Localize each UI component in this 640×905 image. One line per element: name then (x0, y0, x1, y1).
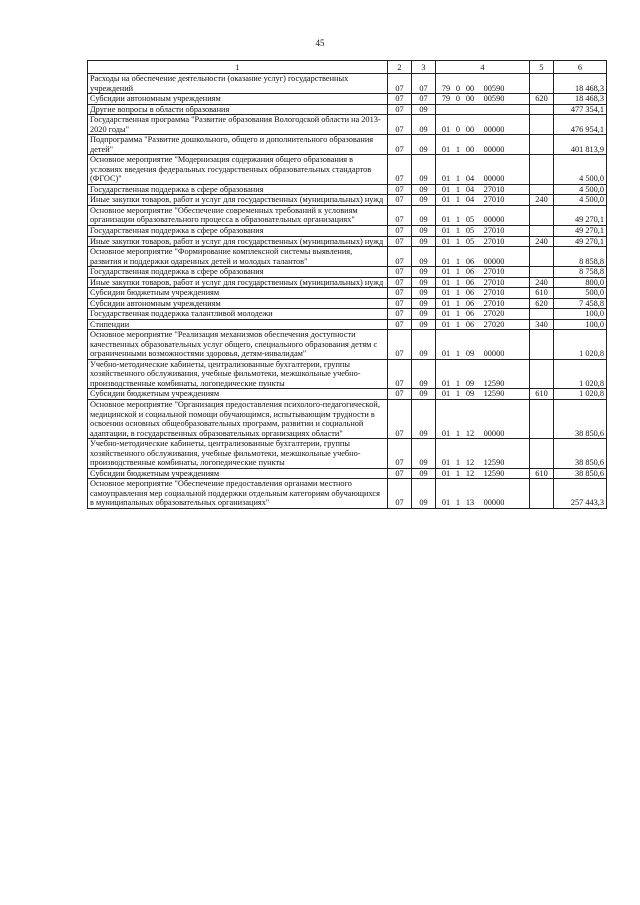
row-section: 07 (388, 74, 412, 94)
code-part: 1 (455, 349, 461, 359)
row-subsection: 09 (412, 439, 436, 469)
budget-table (87, 60, 607, 509)
row-amount: 4 500,0 (554, 155, 607, 185)
row-name: Иные закупки товаров, работ и услуг для государственных (муниципальных) нужд (88, 195, 388, 206)
row-target-code (436, 468, 530, 479)
row-target-code (436, 298, 530, 309)
table-row (88, 439, 607, 469)
row-subsection: 09 (412, 298, 436, 309)
row-subsection: 09 (412, 288, 436, 299)
row-name: Иные закупки товаров, работ и услуг для государственных (муниципальных) нужд (88, 277, 388, 288)
code-part: 01 (441, 225, 451, 235)
row-expense-type: 240 (530, 236, 554, 247)
row-subsection: 09 (412, 267, 436, 278)
table-row (88, 135, 607, 155)
row-expense-type: 340 (530, 319, 554, 330)
row-amount: 8 858,8 (554, 247, 607, 267)
row-section: 07 (388, 135, 412, 155)
code-part: 1 (455, 144, 461, 154)
column-header: 5 (530, 61, 554, 74)
row-subsection: 09 (412, 205, 436, 225)
code-part: 01 (441, 124, 451, 134)
row-subsection: 09 (412, 400, 436, 439)
row-amount: 4 500,0 (554, 184, 607, 195)
table-row (88, 225, 607, 236)
code-part: 27020 (483, 319, 505, 329)
table-row (88, 319, 607, 330)
row-subsection: 09 (412, 104, 436, 115)
row-target-code (436, 359, 530, 389)
table-row (88, 389, 607, 400)
code-part: 0 (455, 124, 461, 134)
row-name: Субсидии автономным учреждениям (88, 94, 388, 105)
row-amount: 8 758,8 (554, 267, 607, 278)
row-subsection: 09 (412, 195, 436, 206)
row-amount: 477 354,1 (554, 104, 607, 115)
row-section: 07 (388, 115, 412, 135)
column-header: 1 (88, 61, 388, 74)
code-part: 06 (465, 309, 475, 319)
column-header: 2 (388, 61, 412, 74)
code-part: 00590 (483, 94, 505, 104)
row-target-code (436, 225, 530, 236)
code-part: 01 (441, 468, 451, 478)
row-amount: 38 850,6 (554, 439, 607, 469)
column-header: 4 (436, 61, 530, 74)
code-part: 12590 (483, 458, 505, 468)
code-part: 09 (465, 389, 475, 399)
row-expense-type (530, 330, 554, 360)
row-expense-type: 240 (530, 277, 554, 288)
row-section: 07 (388, 155, 412, 185)
row-name: Основное мероприятие "Формирование комплексной системы выявления, развития и поддержки одаренных детей и молодых талантов" (88, 247, 388, 267)
code-part: 1 (455, 195, 461, 205)
row-section: 07 (388, 184, 412, 195)
row-target-code (436, 439, 530, 469)
row-name: Основное мероприятие "Обеспечение предоставления органами местного самоуправления мер социальной поддержки отдельным категориям обучающихся в муниципальных образовательных организациях" (88, 479, 388, 509)
code-part: 27010 (483, 236, 505, 246)
code-part: 1 (455, 184, 461, 194)
row-expense-type (530, 74, 554, 94)
code-part: 01 (441, 378, 451, 388)
row-subsection: 07 (412, 94, 436, 105)
code-part: 1 (455, 256, 461, 266)
code-part: 1 (455, 298, 461, 308)
code-part: 01 (441, 458, 451, 468)
row-name: Субсидии бюджетным учреждениям (88, 389, 388, 400)
code-part: 00 (465, 144, 475, 154)
row-section: 07 (388, 298, 412, 309)
row-section: 07 (388, 400, 412, 439)
row-expense-type (530, 400, 554, 439)
row-target-code (436, 247, 530, 267)
table-row (88, 298, 607, 309)
code-part: 05 (465, 225, 475, 235)
code-part: 00000 (483, 256, 505, 266)
row-name: Государственная программа "Развитие образования Вологодской области на 2013-2020 годы" (88, 115, 388, 135)
row-name: Основное мероприятие "Реализация механизмов обеспечения доступности качественных образовательных услуг общего, специального образования детям с ограниченными возможностями здоровья, детям-инвалидам" (88, 330, 388, 360)
code-part: 12 (465, 468, 475, 478)
code-part: 1 (455, 288, 461, 298)
row-target-code (436, 94, 530, 105)
code-part: 06 (465, 267, 475, 277)
code-part: 01 (441, 498, 451, 508)
row-amount: 1 020,8 (554, 330, 607, 360)
code-part: 00000 (483, 349, 505, 359)
code-part: 12590 (483, 389, 505, 399)
row-section: 07 (388, 104, 412, 115)
row-expense-type (530, 439, 554, 469)
code-part: 1 (455, 378, 461, 388)
row-name: Учебно-методические кабинеты, централизованные бухгалтерии, группы хозяйственного обслуживания, учебные фильмотеки, межшкольные учебно-производственные комбинаты, логопедические пункты (88, 439, 388, 469)
row-target-code (436, 288, 530, 299)
column-header: 3 (412, 61, 436, 74)
row-expense-type (530, 135, 554, 155)
row-amount: 257 443,3 (554, 479, 607, 509)
row-subsection: 09 (412, 389, 436, 400)
code-part: 01 (441, 144, 451, 154)
code-part: 01 (441, 215, 451, 225)
code-part: 01 (441, 184, 451, 194)
code-part: 01 (441, 277, 451, 287)
code-part: 13 (465, 498, 475, 508)
code-part: 00000 (483, 124, 505, 134)
row-name: Государственная поддержка в сфере образования (88, 184, 388, 195)
code-part: 06 (465, 288, 475, 298)
row-amount: 49 270,1 (554, 205, 607, 225)
code-part: 27010 (483, 277, 505, 287)
row-section: 07 (388, 236, 412, 247)
row-subsection: 09 (412, 479, 436, 509)
table-row (88, 115, 607, 135)
row-amount: 100,0 (554, 309, 607, 320)
row-section: 07 (388, 225, 412, 236)
table-row (88, 184, 607, 195)
page-number: 45 (315, 38, 325, 48)
code-part: 01 (441, 389, 451, 399)
row-name: Другие вопросы в области образования (88, 104, 388, 115)
row-subsection: 09 (412, 155, 436, 185)
row-name: Расходы на обеспечение деятельности (оказание услуг) государственных учреждений (88, 74, 388, 94)
code-part: 79 (441, 83, 451, 93)
row-section: 07 (388, 247, 412, 267)
row-expense-type: 620 (530, 298, 554, 309)
code-part: 00000 (483, 144, 505, 154)
row-expense-type (530, 155, 554, 185)
row-target-code (436, 389, 530, 400)
row-target-code (436, 195, 530, 206)
row-name: Государственная поддержка в сфере образования (88, 267, 388, 278)
code-part: 12590 (483, 468, 505, 478)
code-part: 0 (455, 83, 461, 93)
table-header-row (88, 61, 607, 74)
code-part: 06 (465, 298, 475, 308)
code-part: 79 (441, 94, 451, 104)
row-target-code (436, 319, 530, 330)
row-section: 07 (388, 267, 412, 278)
code-part: 00 (465, 124, 475, 134)
code-part: 12590 (483, 378, 505, 388)
row-subsection: 09 (412, 225, 436, 236)
code-part: 09 (465, 378, 475, 388)
row-subsection: 07 (412, 74, 436, 94)
code-part: 00 (465, 83, 475, 93)
row-subsection: 09 (412, 184, 436, 195)
row-section: 07 (388, 205, 412, 225)
code-part: 06 (465, 319, 475, 329)
row-section: 07 (388, 330, 412, 360)
row-amount: 7 458,8 (554, 298, 607, 309)
row-section: 07 (388, 439, 412, 469)
row-amount: 18 468,3 (554, 74, 607, 94)
code-part: 12 (465, 458, 475, 468)
row-expense-type (530, 115, 554, 135)
code-part: 00000 (483, 498, 505, 508)
code-part: 1 (455, 267, 461, 277)
code-part: 1 (455, 498, 461, 508)
row-subsection: 09 (412, 277, 436, 288)
row-subsection: 09 (412, 135, 436, 155)
code-part: 01 (441, 174, 451, 184)
code-part: 00590 (483, 83, 505, 93)
row-target-code (436, 184, 530, 195)
code-part: 27010 (483, 267, 505, 277)
row-amount: 1 020,8 (554, 389, 607, 400)
row-amount: 476 954,1 (554, 115, 607, 135)
code-part: 27010 (483, 184, 505, 194)
table-row (88, 267, 607, 278)
row-expense-type (530, 104, 554, 115)
row-target-code (436, 277, 530, 288)
code-part: 04 (465, 184, 475, 194)
row-name: Подпрограмма "Развитие дошкольного, общего и дополнительного образования детей" (88, 135, 388, 155)
code-part: 27020 (483, 309, 505, 319)
row-section: 07 (388, 195, 412, 206)
code-part: 1 (455, 458, 461, 468)
row-subsection: 09 (412, 319, 436, 330)
row-expense-type (530, 359, 554, 389)
table-row (88, 247, 607, 267)
table-row (88, 205, 607, 225)
row-amount: 49 270,1 (554, 236, 607, 247)
code-part: 00 (465, 94, 475, 104)
row-name: Иные закупки товаров, работ и услуг для государственных (муниципальных) нужд (88, 236, 388, 247)
row-expense-type (530, 267, 554, 278)
code-part: 06 (465, 277, 475, 287)
table-row (88, 277, 607, 288)
code-part: 04 (465, 195, 475, 205)
row-subsection: 09 (412, 330, 436, 360)
row-target-code (436, 267, 530, 278)
code-part: 01 (441, 319, 451, 329)
table-row (88, 94, 607, 105)
row-target-code (436, 74, 530, 94)
row-amount: 401 813,9 (554, 135, 607, 155)
row-expense-type: 610 (530, 389, 554, 400)
row-name: Основное мероприятие "Обеспечение современных требований к условиям организации образовательного процесса в образовательных организациях" (88, 205, 388, 225)
row-section: 07 (388, 319, 412, 330)
table-row (88, 400, 607, 439)
column-header: 6 (554, 61, 607, 74)
row-amount: 1 020,8 (554, 359, 607, 389)
row-target-code (436, 479, 530, 509)
row-expense-type (530, 225, 554, 236)
row-expense-type: 620 (530, 94, 554, 105)
row-section: 07 (388, 479, 412, 509)
code-part: 1 (455, 319, 461, 329)
row-expense-type (530, 247, 554, 267)
table-row (88, 330, 607, 360)
row-subsection: 09 (412, 115, 436, 135)
row-section: 07 (388, 288, 412, 299)
code-part: 12 (465, 428, 475, 438)
code-part: 1 (455, 277, 461, 287)
code-part: 01 (441, 428, 451, 438)
table-row (88, 309, 607, 320)
row-amount: 49 270,1 (554, 225, 607, 236)
code-part: 1 (455, 174, 461, 184)
row-target-code (436, 104, 530, 115)
row-section: 07 (388, 94, 412, 105)
row-name: Государственная поддержка в сфере образования (88, 225, 388, 236)
row-name: Стипендии (88, 319, 388, 330)
code-part: 27010 (483, 195, 505, 205)
row-amount: 38 850,6 (554, 468, 607, 479)
row-name: Государственная поддержка талантливой молодежи (88, 309, 388, 320)
row-target-code (436, 236, 530, 247)
row-target-code (436, 155, 530, 185)
code-part: 05 (465, 215, 475, 225)
row-target-code (436, 400, 530, 439)
row-expense-type (530, 184, 554, 195)
row-name: Субсидии бюджетным учреждениям (88, 288, 388, 299)
budget-table-body (88, 61, 607, 509)
table-row (88, 195, 607, 206)
code-part: 06 (465, 256, 475, 266)
code-part: 27010 (483, 225, 505, 235)
row-name: Учебно-методические кабинеты, централизованные бухгалтерии, группы хозяйственного обслуживания, учебные фильмотеки, межшкольные учебно-производственные комбинаты, логопедические пункты (88, 359, 388, 389)
row-expense-type: 610 (530, 288, 554, 299)
row-expense-type: 610 (530, 468, 554, 479)
code-part: 01 (441, 267, 451, 277)
row-section: 07 (388, 389, 412, 400)
row-expense-type: 240 (530, 195, 554, 206)
code-part: 00000 (483, 174, 505, 184)
row-name: Субсидии автономным учреждениям (88, 298, 388, 309)
table-row (88, 468, 607, 479)
code-part: 01 (441, 195, 451, 205)
code-part: 1 (455, 215, 461, 225)
row-name: Субсидии бюджетным учреждениям (88, 468, 388, 479)
row-expense-type (530, 309, 554, 320)
row-subsection: 09 (412, 359, 436, 389)
row-name: Основное мероприятие "Организация предоставления психолого-педагогической, медицинской и социальной помощи обучающимся, испытывающим трудности в освоении основных общеобразовательных программ, развитии и социальной адаптации, в государственных образовательных организациях области" (88, 400, 388, 439)
code-part: 01 (441, 288, 451, 298)
code-part: 1 (455, 236, 461, 246)
row-target-code (436, 309, 530, 320)
table-row (88, 155, 607, 185)
code-part: 05 (465, 236, 475, 246)
table-row (88, 359, 607, 389)
code-part: 1 (455, 225, 461, 235)
code-part: 01 (441, 349, 451, 359)
row-subsection: 09 (412, 309, 436, 320)
code-part: 1 (455, 468, 461, 478)
row-expense-type (530, 479, 554, 509)
code-part: 1 (455, 428, 461, 438)
code-part: 0 (455, 94, 461, 104)
code-part: 27010 (483, 288, 505, 298)
code-part: 27010 (483, 298, 505, 308)
code-part: 09 (465, 349, 475, 359)
code-part: 00000 (483, 428, 505, 438)
table-row (88, 288, 607, 299)
row-amount: 18 468,3 (554, 94, 607, 105)
row-section: 07 (388, 359, 412, 389)
row-amount: 38 850,6 (554, 400, 607, 439)
code-part: 01 (441, 236, 451, 246)
row-amount: 4 500,0 (554, 195, 607, 206)
table-row (88, 479, 607, 509)
row-target-code (436, 205, 530, 225)
row-amount: 500,0 (554, 288, 607, 299)
row-subsection: 09 (412, 236, 436, 247)
row-subsection: 09 (412, 468, 436, 479)
row-amount: 800,0 (554, 277, 607, 288)
code-part: 1 (455, 389, 461, 399)
table-row (88, 236, 607, 247)
row-section: 07 (388, 309, 412, 320)
code-part: 00000 (483, 215, 505, 225)
code-part: 04 (465, 174, 475, 184)
row-section: 07 (388, 468, 412, 479)
row-target-code (436, 115, 530, 135)
row-expense-type (530, 205, 554, 225)
table-row (88, 74, 607, 94)
row-amount: 100,0 (554, 319, 607, 330)
row-name: Основное мероприятие "Модернизация содержания общего образования в условиях введения федеральных государственных образовательных стандартов (ФГОС)" (88, 155, 388, 185)
row-target-code (436, 135, 530, 155)
row-section: 07 (388, 277, 412, 288)
row-target-code (436, 330, 530, 360)
code-part: 1 (455, 309, 461, 319)
row-subsection: 09 (412, 247, 436, 267)
code-part: 01 (441, 298, 451, 308)
code-part: 01 (441, 309, 451, 319)
code-part: 01 (441, 256, 451, 266)
table-row (88, 104, 607, 115)
